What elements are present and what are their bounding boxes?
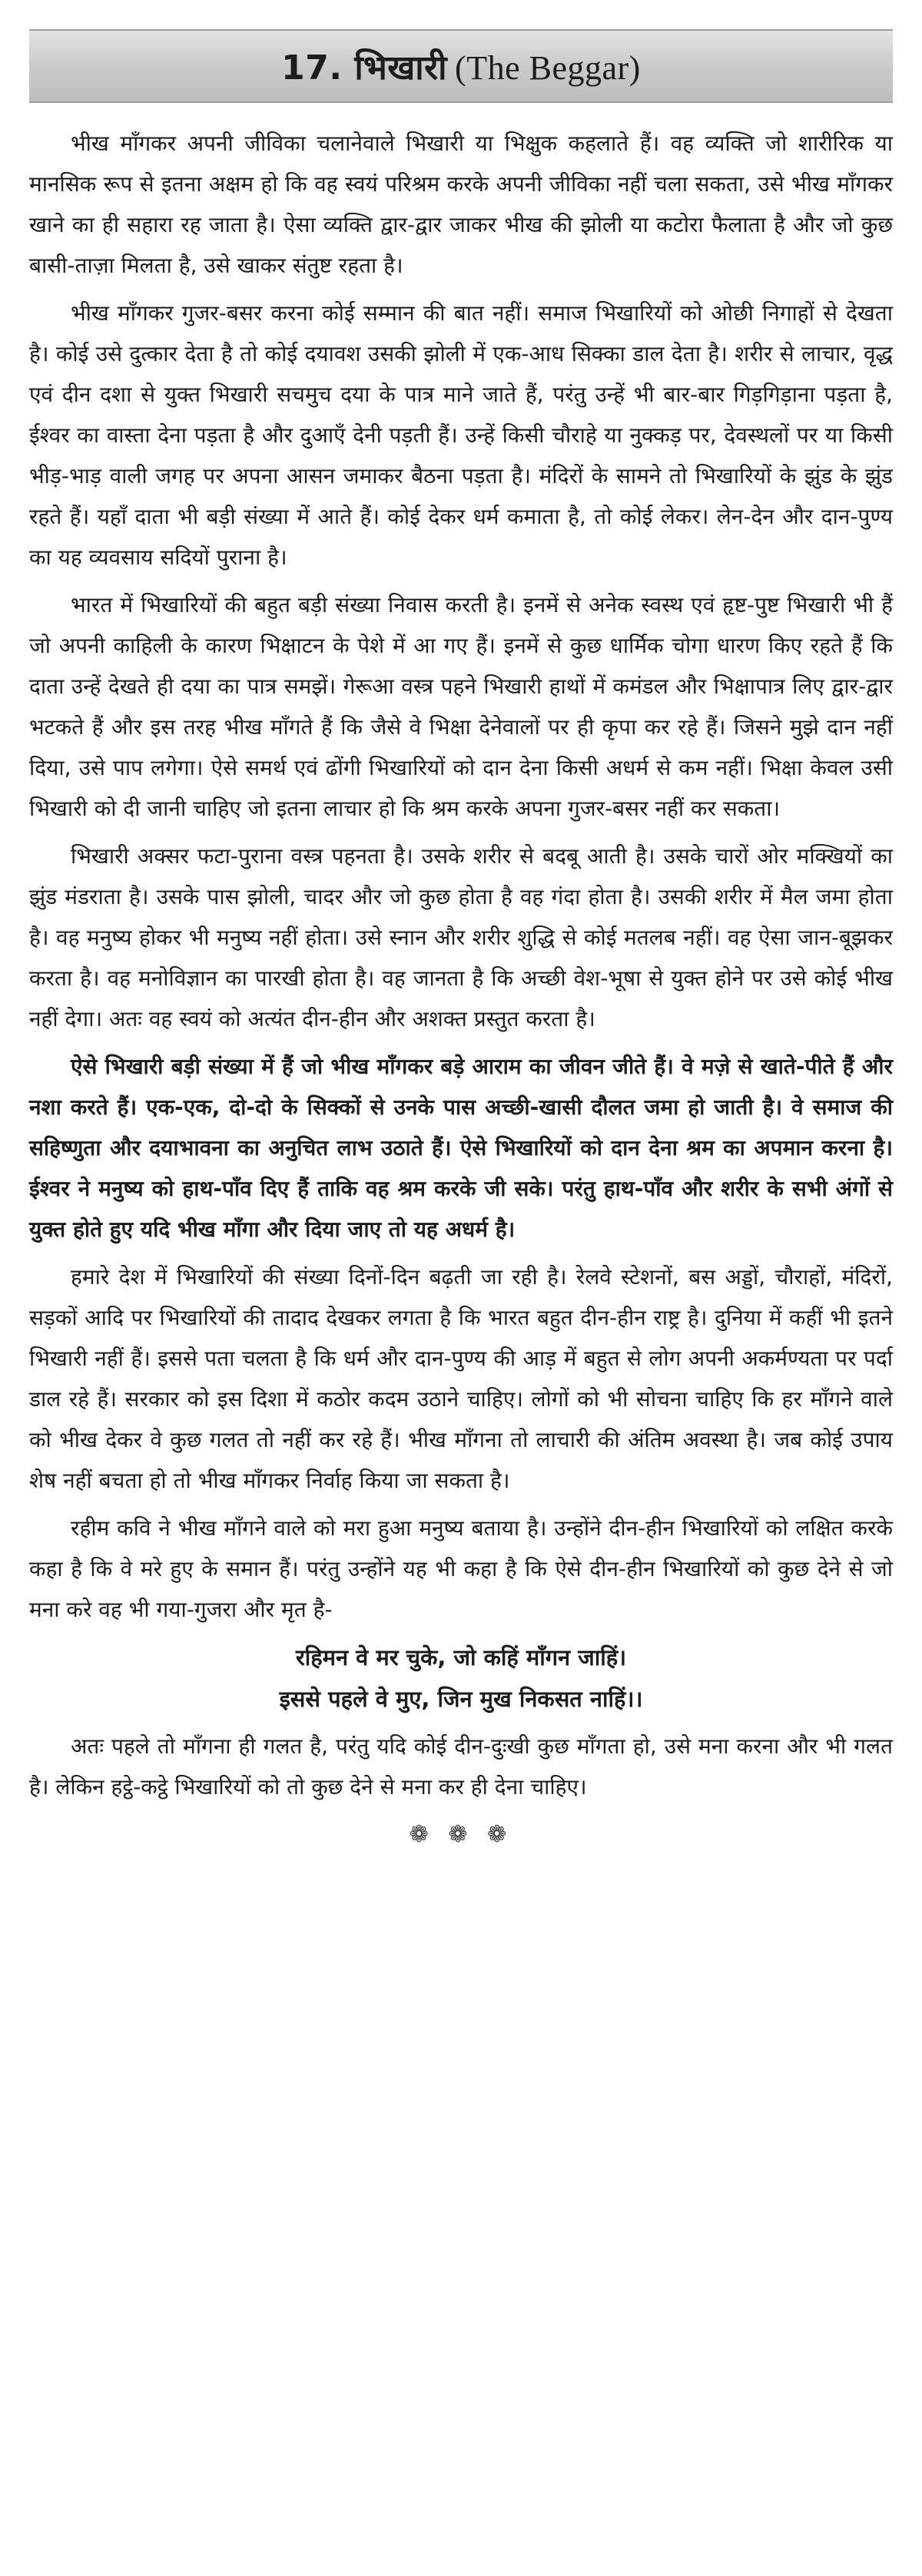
page-title [281,43,641,89]
paragraph-4: भिखारी अक्सर फटा-पुराना वस्त्र पहनता है। उसके शरीर से बदबू आती है। उसके चारों ओर मक्खियों का झुंड मंडराता है। उसके पास झोली, चादर और जो कुछ होता है वह गंदा होता है। उसकी शरीर में मैल जमा होता है। वह मनुष्य होकर भी मनुष्य नहीं होता। उसे स्नान और शरीर शुद्धि से कोई मतलब नहीं। वह ऐसा जान-बूझकर करता है। वह मनोविज्ञान का पारखी होता है। वह जानता है कि अच्छी वेश-भूषा से युक्त होने पर उसे कोई भीख नहीं देगा। अतः वह स्वयं को अत्यंत दीन-हीन और अशक्त प्रस्तुत करता है। [29,843,893,1031]
paragraph-2: भीख माँगकर गुजर-बसर करना कोई सम्मान की बात नहीं। समाज भिखारियों को ओछी निगाहों से देखता है। कोई उसे दुत्कार देता है तो कोई दयावश उसकी झोली में एक-आध सिक्का डाल देता है। शरीर से लाचार, वृद्ध एवं दीन दशा से युक्त भिखारी सचमुच दया के पात्र माने जाते हैं, परंतु उन्हें भी बार-बार गिड़गिड़ाना पड़ता है, ईश्वर का वास्ता देना पड़ता है और दुआएँ देनी पड़ती हैं। उन्हें किसी चौराहे या नुक्कड़ पर, देवस्थलों पर या किसी भीड़-भाड़ वाली जगह पर अपना आसन जमाकर बैठना पड़ता है। मंदिरों के सामने तो भिखारियों के झुंड के झुंड रहते हैं। यहाँ दाता भी बड़ी संख्या में आते हैं। कोई देकर धर्म कमाता है, तो कोई लेकर। लेन-देन और दान-पुण्य का यह व्यवसाय सदियों पुराना है। [29,300,893,570]
paragraph-7: रहीम कवि ने भीख माँगने वाले को मरा हुआ मनुष्य बताया है। उन्होंने दीन-हीन भिखारियों को लक्षित करके कहा है कि वे मरे हुए के समान हैं। परंतु उन्होंने यह भी कहा है कि ऐसे दीन-हीन भिखारियों को कुछ देने से जो मना करे वह भी गया-गुजरा और मृत है- [29,1515,893,1622]
paragraph-1: भीख माँगकर अपनी जीविका चलानेवाले भिखारी या भिक्षुक कहलाते हैं। वह व्यक्ति जो शारीरिक या मानसिक रूप से इतना अक्षम हो कि वह स्वयं परिश्रम करके अपनी जीविका नहीं चला सकता, उसे भीख माँगकर खाने का ही सहारा रह जाता है। ऐसा व्यक्ति द्वार-द्वार जाकर भीख की झोली या कटोरा फैलाता है और जो कुछ बासी-ताज़ा मिलता है, उसे खाकर संतुष्ट रहता है। [29,131,893,278]
paragraph-6: हमारे देश में भिखारियों की संख्या दिनों-दिन बढ़ती जा रही है। रेलवे स्टेशनों, बस अड्डों, चौराहों, मंदिरों, सड़कों आदि पर भिखारियों की तादाद देखकर लगता है कि भारत बहुत दीन-हीन राष्ट्र है। दुनिया में कहीं भी इतने भिखारी नहीं हैं। इससे पता चलता है कि धर्म और दान-पुण्य की आड़ में बहुत से लोग अपनी अकर्मण्यता पर पर्दा डाल रहे हैं। सरकार को इस दिशा में कठोर कदम उठाने चाहिए। लोगों को भी सोचना चाहिए कि हर माँगने वाले को भीख देकर वे कुछ गलत तो नहीं कर रहे हैं। भीख माँगना तो लाचारी की अंतिम अवस्था है। जब कोई उपाय शेष नहीं बचता हो तो भीख माँगकर निर्वाह किया जा सकता है। [29,1264,893,1493]
closing-paragraph: अतः पहले तो माँगना ही गलत है, परंतु यदि कोई दीन-दुःखी कुछ माँगता हो, उसे मना करना और भी गलत है। लेकिन हट्ठे-कट्ठे भिखारियों को तो कुछ देने से मना कर ही देना चाहिए। [29,1733,893,1800]
paragraph-5: ऐसे भिखारी बड़ी संख्या में हैं जो भीख माँगकर बड़े आराम का जीवन जीते हैं। वे मज़े से खाते-पीते हैं और नशा करते हैं। एक-एक, दो-दो के सिक्कों से उनके पास अच्छी-खासी दौलत जमा हो जाती है। वे समाज की सहिष्णुता और दयाभावना का अनुचित लाभ उठाते हैं। ऐसे भिखारियों को दान देना श्रम का अपमान करना है। ईश्वर ने मनुष्य को हाथ-पाँव दिए हैं ताकि वह श्रम करके जी सके। परंतु हाथ-पाँव और शरीर के सभी अंगों से युक्त होते हुए यदि भीख माँगा और दिया जाए तो यह अधर्म है। [29,1054,893,1242]
couplet [29,1637,893,1720]
title-hindi: 17. भिखारी [281,48,448,88]
title-english: (The Beggar) [455,49,641,87]
couplet-line-2: इससे पहले वे मुए, जिन मुख निकसत नाहिं।। [279,1686,643,1712]
essay-body [29,123,893,1807]
title-banner [29,29,893,103]
flower-ornament-icon: ❁ ❁ ❁ [409,1821,513,1848]
paragraph-3: भारत में भिखारियों की बहुत बड़ी संख्या निवास करती है। इनमें से अनेक स्वस्थ एवं हृष्ट-पुष्ट भिखारी भी हैं जो अपनी काहिली के कारण भिक्षाटन के पेशे में आ गए हैं। इनमें से कुछ धार्मिक चोगा धारण किए रहते हैं कि दाता उन्हें देखते ही दया का पात्र समझें। गेरूआ वस्त्र पहने भिखारी हाथों में कमंडल और भिक्षापात्र लिए द्वार-द्वार भटकते हैं और इस तरह भीख माँगते हैं कि जैसे वे भिक्षा देनेवालों पर ही कृपा कर रहे हैं। जिसने मुझे दान नहीं दिया, उसे पाप लगेगा। ऐसे समर्थ एवं ढोंगी भिखारियों को दान देना किसी अधर्म से कम नहीं। भिक्षा केवल उसी भिखारी को दी जानी चाहिए जो इतना लाचार हो कि श्रम करके अपना गुजर-बसर नहीं कर सकता। [29,592,893,821]
couplet-line-1: रहिमन वे मर चुके, जो कहिं माँगन जाहिं। [295,1644,627,1670]
